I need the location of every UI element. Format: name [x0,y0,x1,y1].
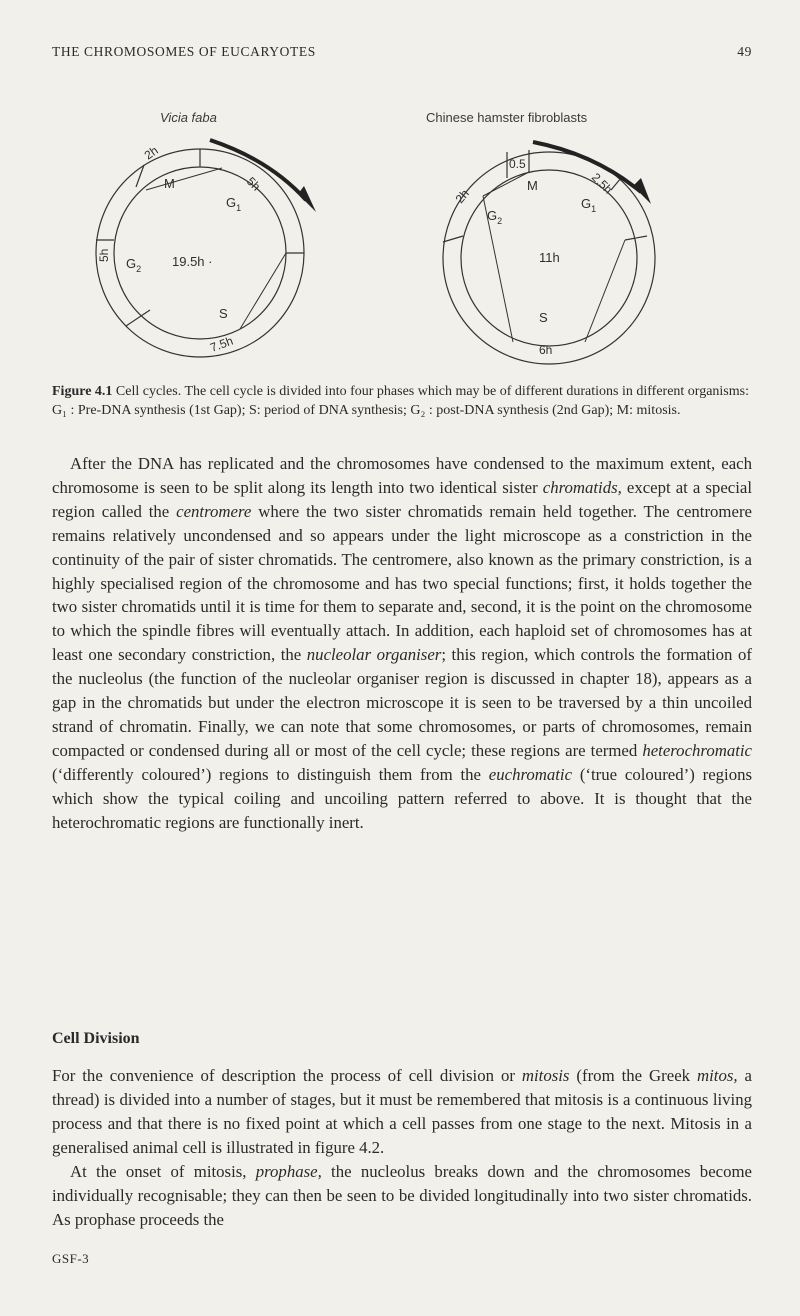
duration-s: 7.5h [208,333,235,355]
duration-g2: 2h [452,186,472,206]
divider-right [625,236,647,240]
inner-circle [114,167,286,339]
arrow-head-icon [633,178,651,204]
cell-cycle-diagram-vicia-faba [60,120,360,390]
phase-g2: $G_2$ [487,208,503,226]
duration-g1: 2.5h [588,170,616,197]
cell-cycle-diagram-chinese-hamster [415,120,715,390]
term-centromere: centromere [176,501,252,521]
term-mitosis: mitosis [521,1066,570,1085]
phase-g2: $G_2$ [126,256,142,274]
divider-inner-gap [146,168,222,190]
cycle-total: 19.5h · [172,254,213,269]
phase-m: M [164,176,175,191]
duration-g1: 5h [243,174,264,194]
body-paragraph-1: After the DNA has replicated and the chromosomes have condensed to the maximum extent, each chromosome is seen to be split along its length into two identical sister chromatids, except at a special region called the centromere where the two sister chromatids remain held together. The centromere remains relatively uncondensed and so appears under the light microscope as a constriction in the continuity of the pair of sister chromatids. The centromere, also known as the primary constriction, is a highly specialised region of the chromosome and has two special functions; first, it holds together the two sister chromatids until it is time for them to separate and, second, it is the point on the chromosome to which the spindle fibres will eventually attach. In addition, each haploid set of chromosomes has at least one secondary constriction, the nucleolar organiser; this region, which controls the formation of the nucleolus (the function of the nucleolar organiser region is discussed in chapter 18), appears as a gap in the chromatids but under the electron microscope it is seen to be traversed by a thin uncoiled strand of chromatin. Finally, we can note that some chromosomes, or parts of chromosomes, remain compacted or condensed during all or most of the cell cycle; these regions are termed heterochromatic (‘differently coloured’) regions to distinguish them from the euchromatic (‘true coloured’) regions which show the typical coiling and uncoiling pattern referred to above. It is thought that the heterochromatic regions are functionally inert. [52,454,753,832]
divider-right-inner [240,253,286,329]
phase-g1: $G_1$ [226,195,242,213]
body-paragraph-2: For the convenience of description the process of cell division or mitosis (from the Greek mitos, a thread) is divided into a number of stages, but it must be remembered that mitosis is a continuous living process and that there is no fixed point at which a cell passes from one stage to the next. Mitosis in a generalised animal cell is illustrated in figure 4.2. [52,1066,752,1157]
figure-label-chinese-hamster: Chinese hamster fibroblasts [426,110,588,125]
divider-inner-top [483,172,529,196]
divider-left [443,236,463,242]
term-euchromatic: euchromatic [488,764,573,784]
cycle-total: 11h [539,250,560,265]
phase-s: S [539,310,548,325]
figure-label-vicia-faba: Vicia faba [160,110,217,125]
body-paragraph-3: At the onset of mitosis, prophase, the nucleolus breaks down and the chromosomes become individually recognisable; they can then be seen to be divided longitudinally into two sister chromatids. As prophase proceeds the [52,1162,752,1229]
caption-lead: Figure 4.1 [52,384,113,399]
phase-m: M [527,178,538,193]
phase-g1: $G_1$ [581,196,597,214]
phase-s: S [219,306,228,321]
term-heterochromatic: heterochromatic [642,740,752,760]
signature-mark: GSF-3 [52,1251,90,1266]
figure-caption [52,382,752,420]
term-nucleolar-organiser: nucleolar organiser [306,645,442,665]
term-mitos: mitos, [697,1066,738,1085]
duration-m: 0.5 [509,157,526,171]
duration-g2: 5h [97,248,111,262]
term-chromatids: chromatids, [542,477,622,497]
duration-s: 6h [539,343,553,357]
running-head [52,44,752,64]
divider-right-inner [585,240,625,342]
arrow-head-icon [298,186,316,212]
page-number: 49 [737,44,752,59]
caption-text: Cell cycles. The cell cycle is divided into four phases which may be of different durations in different organisms: G₁ : Pre-DNA synthesis (1st Gap); S: period of DNA synthesis; G₂ : post-DNA synthesis (2nd Gap); M: mitosis. [52,384,749,418]
running-head-title: THE CHROMOSOMES OF EUCARYOTES [52,44,316,59]
duration-m: 2h [141,143,161,163]
section-heading: Cell Division [52,1030,140,1047]
term-prophase: prophase, [255,1162,322,1181]
